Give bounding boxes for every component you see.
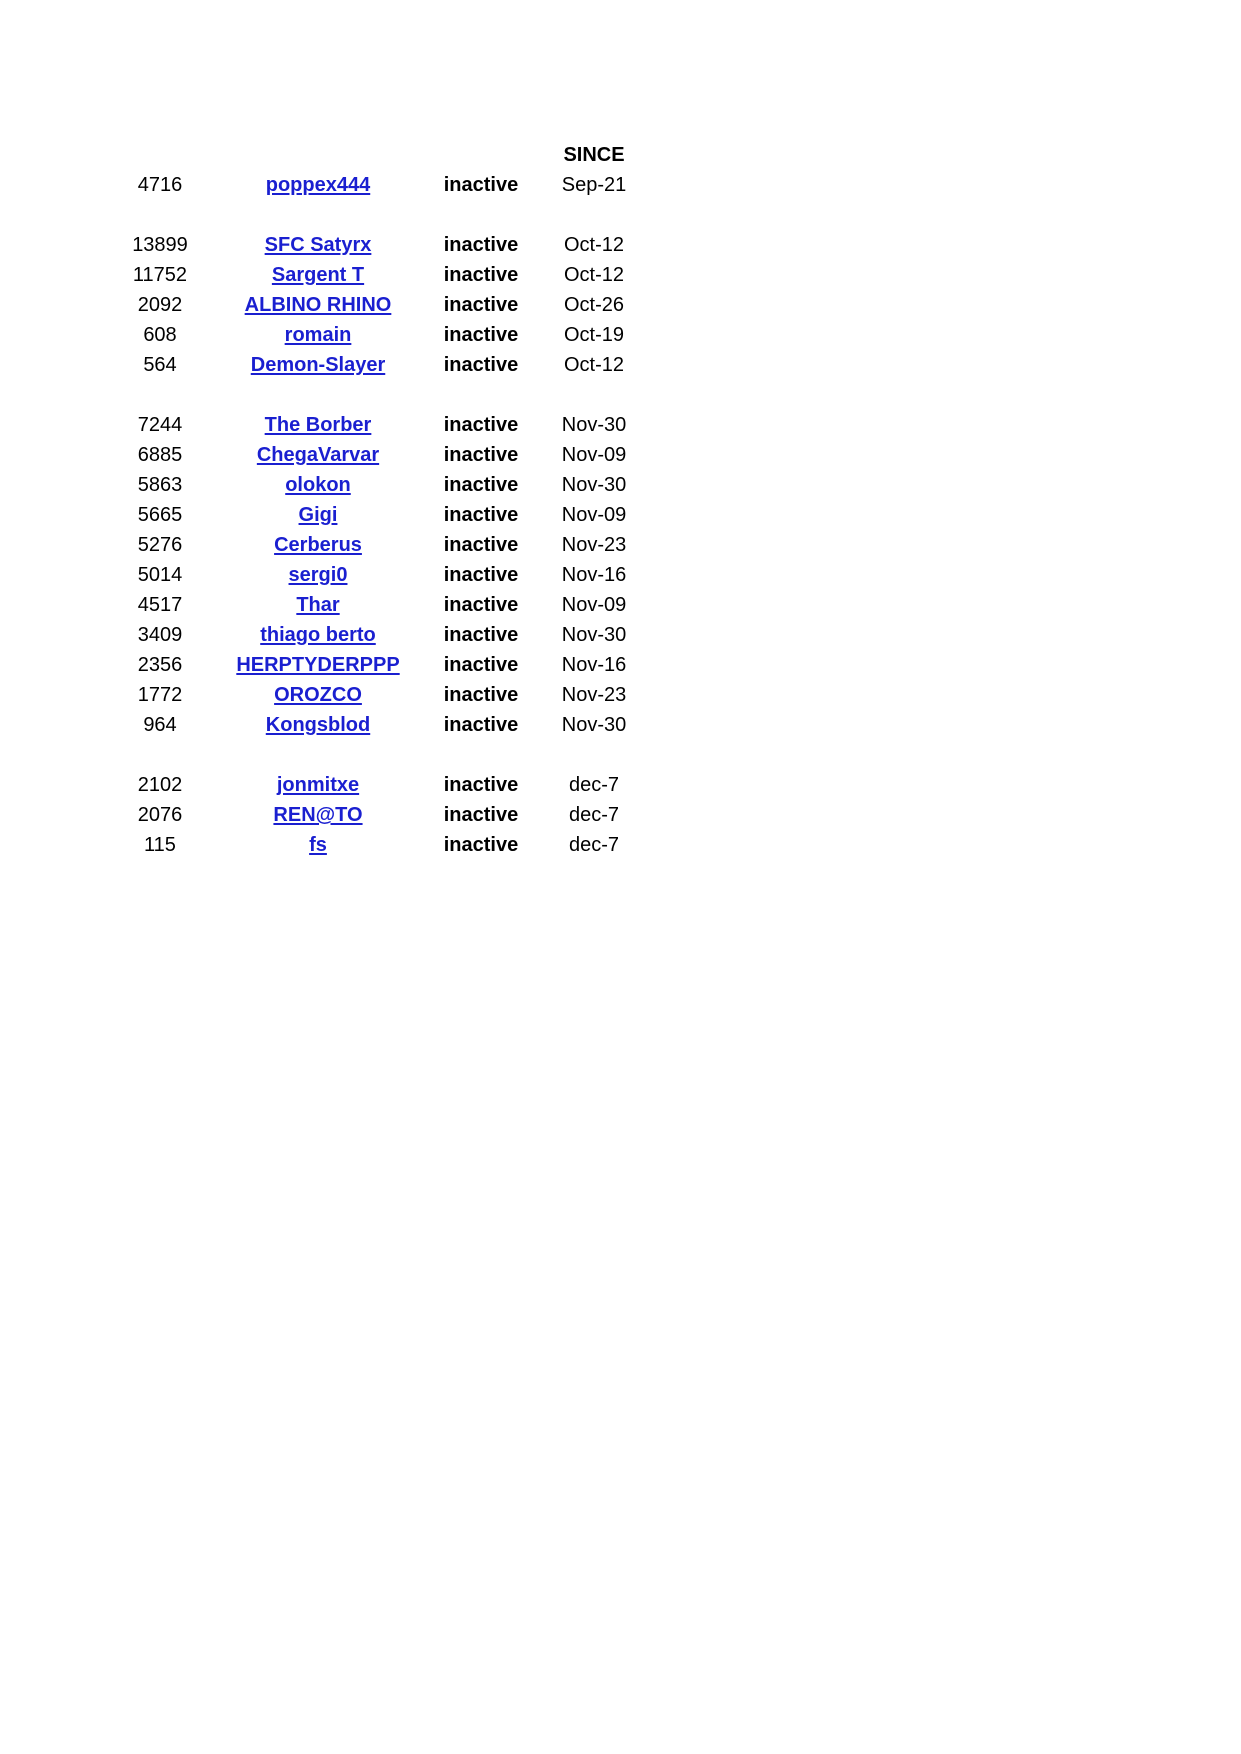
player-name-link[interactable]: Sargent T <box>271 264 365 286</box>
score-cell: 4716 <box>137 174 183 196</box>
status-cell: inactive <box>443 174 519 196</box>
name-cell <box>210 530 426 560</box>
status-cell: inactive <box>443 414 519 436</box>
player-name-link[interactable]: Cerberus <box>274 534 362 556</box>
header-row <box>110 140 670 170</box>
name-cell <box>210 320 426 350</box>
since-cell: Nov-23 <box>561 534 627 556</box>
score-cell: 5665 <box>137 504 183 526</box>
player-name-link[interactable]: ChegaVarvar <box>256 444 380 466</box>
header-score <box>110 140 210 170</box>
table-row <box>110 350 670 380</box>
name-cell <box>210 560 426 590</box>
player-name-link[interactable]: jonmitxe <box>276 774 360 796</box>
since-cell: Oct-12 <box>563 234 625 256</box>
status-cell: inactive <box>443 624 519 646</box>
score-cell: 608 <box>143 324 177 346</box>
name-cell <box>210 830 426 860</box>
since-cell: Nov-09 <box>561 504 627 526</box>
name-cell <box>210 800 426 830</box>
table-row <box>110 260 670 290</box>
score-cell: 3409 <box>137 624 183 646</box>
player-name-link[interactable]: poppex444 <box>265 174 371 196</box>
player-name-link[interactable]: ALBINO RHINO <box>244 294 392 316</box>
name-cell <box>210 590 426 620</box>
status-cell: inactive <box>443 444 519 466</box>
player-name-link[interactable]: romain <box>284 324 352 346</box>
table-row <box>110 470 670 500</box>
table-row <box>110 680 670 710</box>
status-cell: inactive <box>443 504 519 526</box>
since-cell: Nov-30 <box>561 714 627 736</box>
score-cell: 564 <box>143 354 177 376</box>
since-cell: Oct-12 <box>563 354 625 376</box>
header-name <box>210 140 426 170</box>
player-name-link[interactable]: Thar <box>296 594 340 616</box>
since-cell: Nov-30 <box>561 624 627 646</box>
score-cell: 2092 <box>137 294 183 316</box>
table-row <box>110 770 670 800</box>
status-cell: inactive <box>443 684 519 706</box>
header-status <box>426 140 536 170</box>
score-cell: 7244 <box>137 414 183 436</box>
name-cell <box>210 500 426 530</box>
player-name-link[interactable]: HERPTYDERPPP <box>236 654 400 676</box>
table-row <box>110 800 670 830</box>
table-row <box>110 410 670 440</box>
score-cell: 2102 <box>137 774 183 796</box>
status-cell: inactive <box>443 324 519 346</box>
score-cell: 11752 <box>132 264 188 286</box>
table-row <box>110 290 670 320</box>
name-cell <box>210 350 426 380</box>
table-row <box>110 230 670 260</box>
name-cell <box>210 710 426 740</box>
table-row <box>110 500 670 530</box>
name-cell <box>210 650 426 680</box>
since-cell: Nov-30 <box>561 414 627 436</box>
since-cell: Nov-16 <box>561 564 627 586</box>
score-cell: 1772 <box>137 684 183 706</box>
since-cell: Nov-09 <box>561 444 627 466</box>
status-cell: inactive <box>443 774 519 796</box>
player-name-link[interactable]: fs <box>309 834 327 856</box>
player-name-link[interactable]: sergi0 <box>288 564 348 586</box>
member-list <box>110 170 670 860</box>
status-cell: inactive <box>443 234 519 256</box>
player-name-link[interactable]: Demon-Slayer <box>250 354 386 376</box>
since-cell: dec-7 <box>568 774 620 796</box>
table-row <box>110 710 670 740</box>
score-cell: 964 <box>143 714 177 736</box>
status-cell: inactive <box>443 834 519 856</box>
since-cell: dec-7 <box>568 804 620 826</box>
score-cell: 2356 <box>137 654 183 676</box>
table-row <box>110 650 670 680</box>
score-cell: 13899 <box>132 234 188 256</box>
table-row <box>110 530 670 560</box>
status-cell: inactive <box>443 474 519 496</box>
score-cell: 6885 <box>137 444 183 466</box>
since-cell: Oct-19 <box>563 324 625 346</box>
name-cell <box>210 440 426 470</box>
spreadsheet <box>110 140 670 860</box>
table-row <box>110 170 670 200</box>
player-name-link[interactable]: Kongsblod <box>265 714 371 736</box>
since-cell: Nov-30 <box>561 474 627 496</box>
status-cell: inactive <box>443 534 519 556</box>
since-cell: Oct-12 <box>563 264 625 286</box>
player-name-link[interactable]: thiago berto <box>260 624 376 646</box>
score-cell: 4517 <box>137 594 183 616</box>
group-spacer <box>110 740 670 770</box>
status-cell: inactive <box>443 354 519 376</box>
player-name-link[interactable]: REN@TO <box>273 804 363 826</box>
since-cell: Oct-26 <box>563 294 625 316</box>
score-cell: 5276 <box>137 534 183 556</box>
score-cell: 115 <box>144 834 176 856</box>
player-name-link[interactable]: OROZCO <box>274 684 362 706</box>
since-cell: Nov-09 <box>561 594 627 616</box>
table-row <box>110 320 670 350</box>
status-cell: inactive <box>443 654 519 676</box>
player-name-link[interactable]: Gigi <box>298 504 338 526</box>
name-cell <box>210 770 426 800</box>
header-since: SINCE <box>563 144 625 166</box>
name-cell <box>210 620 426 650</box>
group-spacer <box>110 380 670 410</box>
status-cell: inactive <box>443 594 519 616</box>
status-cell: inactive <box>443 714 519 736</box>
name-cell <box>210 410 426 440</box>
score-cell: 2076 <box>137 804 183 826</box>
since-cell: Nov-23 <box>561 684 627 706</box>
table-row <box>110 560 670 590</box>
name-cell <box>210 290 426 320</box>
since-cell: Sep-21 <box>561 174 627 196</box>
name-cell <box>210 470 426 500</box>
table-row <box>110 440 670 470</box>
score-cell: 5014 <box>137 564 183 586</box>
status-cell: inactive <box>443 564 519 586</box>
name-cell <box>210 680 426 710</box>
name-cell <box>210 260 426 290</box>
score-cell: 5863 <box>137 474 183 496</box>
since-cell: Nov-16 <box>561 654 627 676</box>
table-row <box>110 830 670 860</box>
name-cell <box>210 230 426 260</box>
status-cell: inactive <box>443 804 519 826</box>
name-cell <box>210 170 426 200</box>
since-cell: dec-7 <box>568 834 620 856</box>
table-row <box>110 590 670 620</box>
player-name-link[interactable]: olokon <box>285 474 351 496</box>
player-name-link[interactable]: SFC Satyrx <box>264 234 372 256</box>
status-cell: inactive <box>443 264 519 286</box>
player-name-link[interactable]: The Borber <box>264 414 372 436</box>
status-cell: inactive <box>443 294 519 316</box>
table-row <box>110 620 670 650</box>
group-spacer <box>110 200 670 230</box>
